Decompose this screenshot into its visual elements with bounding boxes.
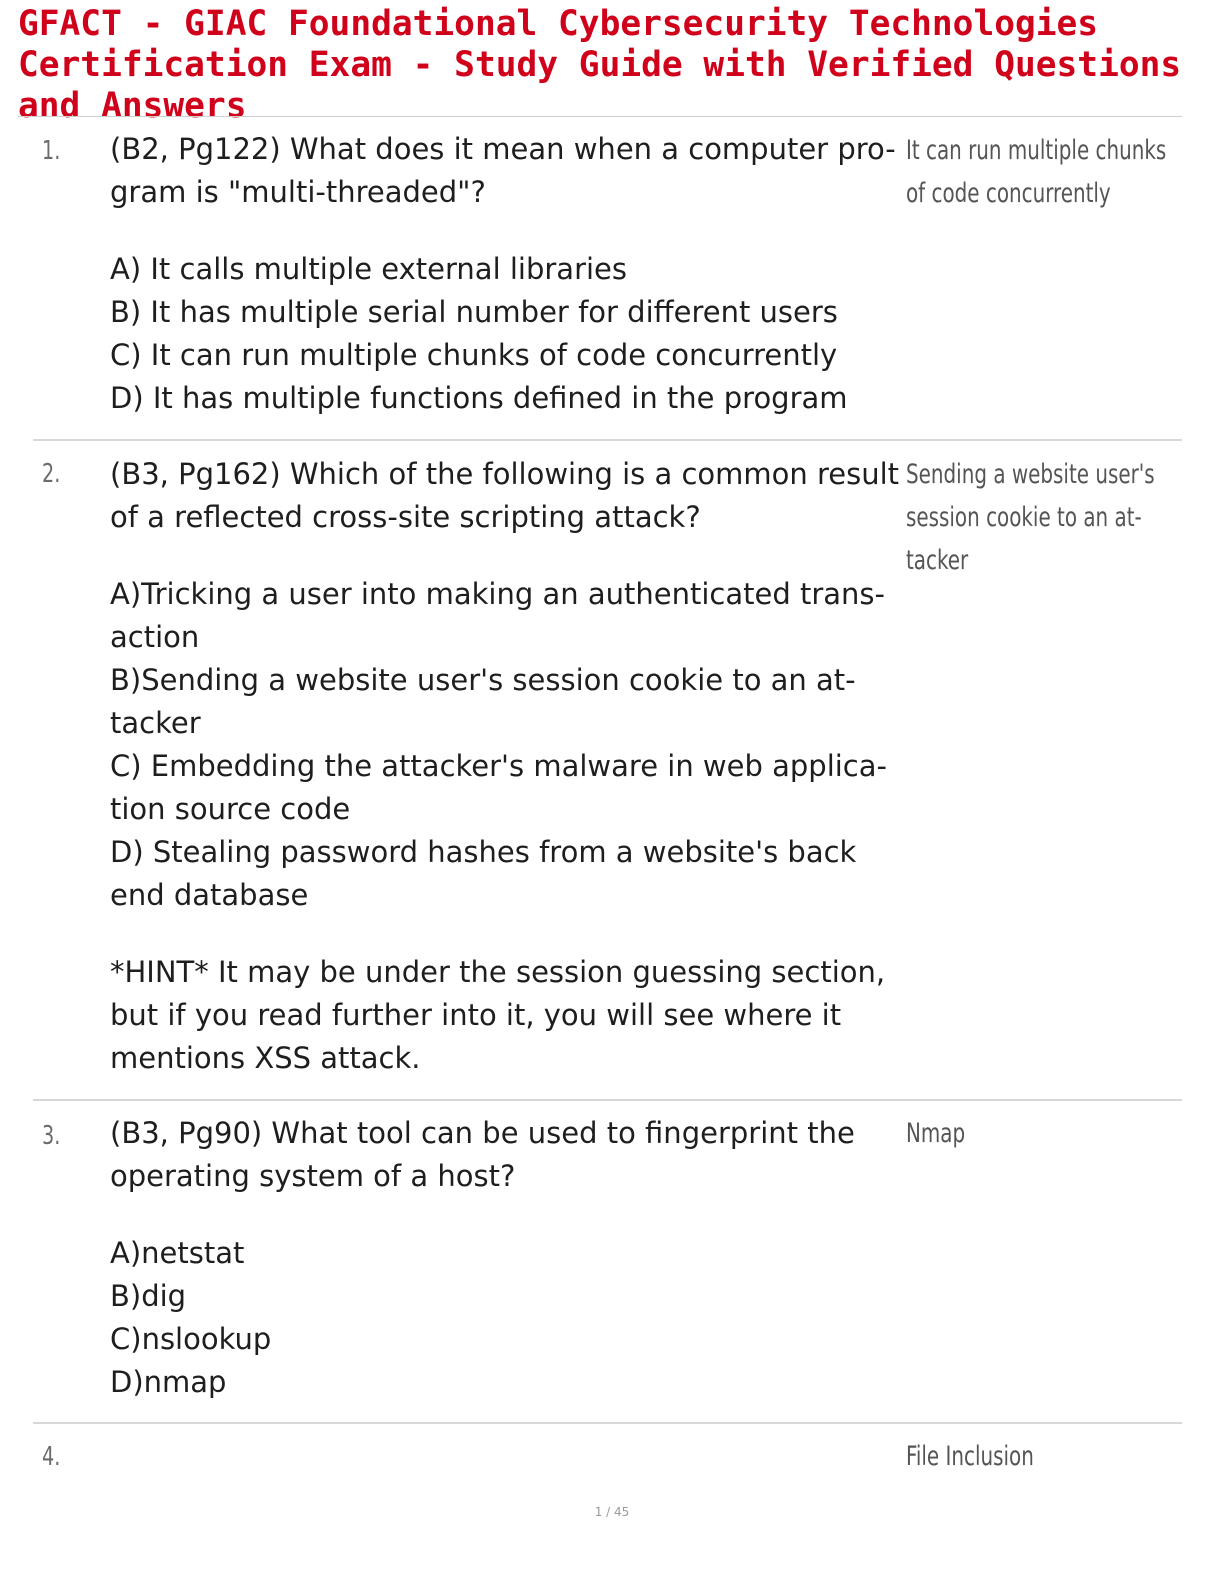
question-text: (B3, Pg162) Which of the following is a common result of a reflected cross-site scripting attack? — [110, 457, 900, 534]
answer-text: Sending a website user's session cookie to an at- tacker — [906, 459, 1155, 576]
option-c: C)nslookup — [110, 1322, 272, 1356]
answer-text: It can run multiple chunks of code concurrently — [906, 135, 1167, 209]
question-list — [33, 118, 1182, 1494]
option-a: A)netstat — [110, 1236, 245, 1270]
title-divider — [18, 116, 1182, 117]
option-c: C) Embedding the attacker's malware in web applica- tion source code — [110, 749, 887, 826]
option-a: A)Tricking a user into making an authenticated trans- action — [110, 577, 885, 654]
option-d: D) It has multiple functions defined in the program — [110, 381, 848, 415]
answer-text: Nmap — [906, 1118, 966, 1149]
question-text: (B2, Pg122) What does it mean when a computer pro- gram is "multi-threaded"? — [110, 132, 896, 209]
answer-text: File Inclusion — [906, 1441, 1034, 1472]
question-number: 3. — [42, 1121, 61, 1151]
option-list — [110, 573, 910, 917]
option-d: D) Stealing password hashes from a website's back end database — [110, 835, 857, 912]
question-number: 1. — [42, 136, 61, 166]
question-row — [33, 1424, 1182, 1494]
question-body — [110, 1112, 910, 1404]
option-b: B)Sending a website user's session cookie to an at- tacker — [110, 663, 856, 740]
question-text: (B3, Pg90) What tool can be used to fingerprint the operating system of a host? — [110, 1116, 855, 1193]
question-row — [33, 441, 1182, 1101]
document-title: GFACT - GIAC Foundational Cybersecurity Technologies Certification Exam - Study Guide with Verified Questions and Answers — [18, 4, 1182, 126]
hint-text: *HINT* It may be under the session guessing section, but if you read further into it, you will see where it mentions XSS attack. — [110, 955, 886, 1075]
option-b: B) It has multiple serial number for different users — [110, 295, 838, 329]
page-indicator: 1 / 45 — [594, 1505, 630, 1519]
option-d: D)nmap — [110, 1365, 227, 1399]
option-b: B)dig — [110, 1279, 187, 1313]
option-list — [110, 1232, 910, 1404]
question-row — [33, 1101, 1182, 1424]
question-body — [110, 128, 910, 420]
option-list — [110, 248, 910, 420]
question-number: 4. — [42, 1442, 61, 1472]
option-a: A) It calls multiple external libraries — [110, 252, 628, 286]
question-body — [110, 453, 910, 1080]
option-c: C) It can run multiple chunks of code concurrently — [110, 338, 838, 372]
question-number: 2. — [42, 459, 61, 489]
question-row — [33, 118, 1182, 441]
